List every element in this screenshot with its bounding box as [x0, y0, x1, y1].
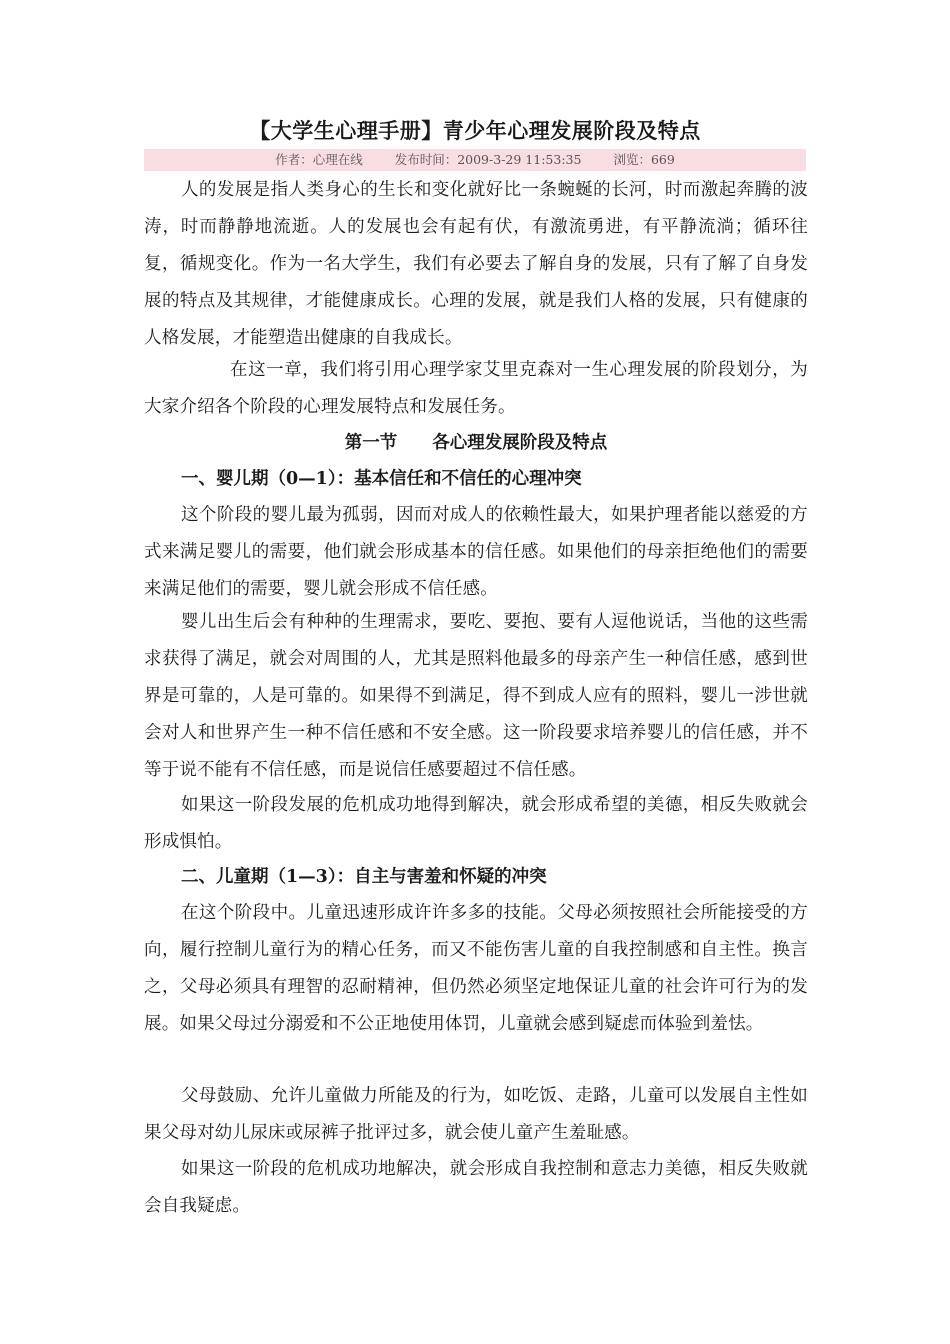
stage1-paragraph-1: 这个阶段的婴儿最为孤弱，因而对成人的依赖性最大，如果护理者能以慈爱的方式来满足婴儿的需要，他们就会形成基本的信任感。如果他们的母亲拒绝他们的需要来满足他们的需要，婴儿就会形成不信任感。 [144, 505, 808, 599]
author: 作者：心理在线 [275, 152, 363, 167]
stage2-paragraph-1: 在这个阶段中。儿童迅速形成许许多多的技能。父母必须按照社会所能接受的方向，履行控制儿童行为的精心任务，而又不能伤害儿童的自我控制感和自主性。换言之，父母必须具有理智的忍耐精神，但仍然必须坚定地保证儿童的社会许可行为的发展。如果父母过分溺爱和不公正地使用体罚，儿童就会感到疑虑而体验到羞怯。 [144, 903, 808, 1034]
stage2-paragraph-3: 如果这一阶段的危机成功地解决，就会形成自我控制和意志力美德，相反失败就会自我疑虑。 [144, 1159, 808, 1216]
stage2-heading: 二、儿童期（1—3）：自主与害羞和怀疑的冲突 [181, 867, 547, 887]
article-title: 【大学生心理手册】青少年心理发展阶段及特点 [249, 118, 701, 143]
stage1-paragraph-3: 如果这一阶段发展的危机成功地得到解决，就会形成希望的美德，相反失败就会形成惧怕。 [144, 795, 808, 852]
article-meta-bar [144, 149, 806, 171]
view-count: 浏览：669 [613, 152, 675, 167]
publish-time: 发布时间：2009-3-29 11:53:35 [394, 152, 582, 167]
stage1-paragraph-2: 婴儿出生后会有种种的生理需求，要吃、要抱、要有人逗他说话，当他的这些需求获得了满足，就会对周围的人，尤其是照料他最多的母亲产生一种信任感，感到世界是可靠的，人是可靠的。如果得不到满足，得不到成人应有的照料，婴儿一涉世就会对人和世界产生一种不信任感和不安全感。这一阶段要求培养婴儿的信任感，并不等于说不能有不信任感，而是说信任感要超过不信任感。 [144, 612, 808, 780]
intro-paragraph-1: 人的发展是指人类身心的生长和变化就好比一条蜿蜒的长河，时而激起奔腾的波涛，时而静静地流逝。人的发展也会有起有伏，有激流勇进，有平静流淌；循环往复，循规变化。作为一名大学生，我们有必要去了解自身的发展，只有了解了自身发展的特点及其规律，才能健康成长。心理的发展，就是我们人格的发展，只有健康的人格发展，才能塑造出健康的自我成长。 [144, 180, 808, 348]
section-title: 第一节 各心理发展阶段及特点 [344, 433, 608, 453]
intro-paragraph-2: 在这一章，我们将引用心理学家艾里克森对一生心理发展的阶段划分，为大家介绍各个阶段的心理发展特点和发展任务。 [144, 360, 808, 417]
stage2-paragraph-2: 父母鼓励、允许儿童做力所能及的行为，如吃饭、走路，儿童可以发展自主性如果父母对幼儿尿床或尿裤子批评过多，就会使儿童产生羞耻感。 [144, 1086, 808, 1143]
stage1-heading: 一、婴儿期（0—1）：基本信任和不信任的心理冲突 [181, 469, 582, 489]
